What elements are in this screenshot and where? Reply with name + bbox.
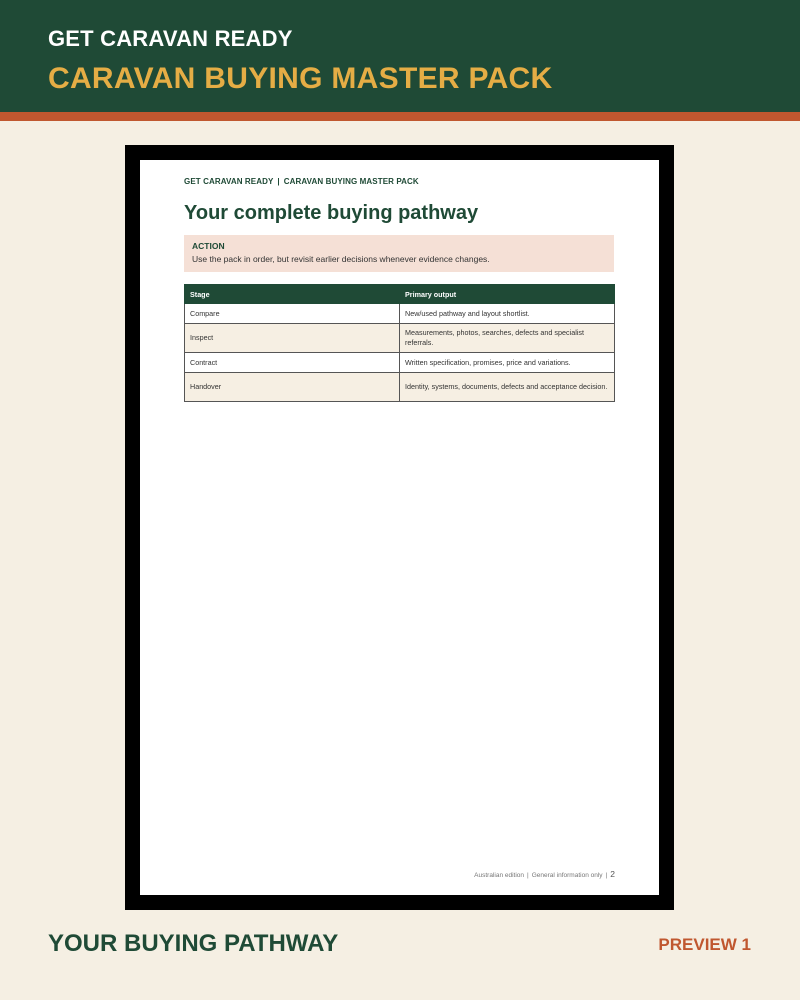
page-number: 2	[610, 869, 615, 879]
running-head	[184, 177, 419, 186]
header-banner	[0, 0, 800, 112]
footer-edition: Australian edition	[474, 872, 525, 879]
running-head-product: CARAVAN BUYING MASTER PACK	[283, 177, 419, 186]
brand-name: GET CARAVAN READY	[48, 26, 293, 51]
output-cell: Identity, systems, documents, defects and acceptance decision.	[400, 373, 615, 402]
column-header-stage: Stage	[185, 285, 400, 304]
banner-accent-stripe	[0, 112, 800, 121]
output-cell: Measurements, photos, searches, defects and specialist referrals.	[400, 324, 615, 353]
footer-separator: |	[527, 872, 529, 879]
running-head-separator: |	[277, 177, 280, 186]
document-page	[140, 160, 659, 895]
table-header-row	[185, 285, 615, 304]
table-row	[185, 353, 615, 373]
document-preview-frame	[125, 145, 674, 910]
section-caption: YOUR BUYING PATHWAY	[48, 930, 339, 957]
preview-label: PREVIEW 1	[658, 935, 751, 954]
pathway-table	[184, 284, 615, 402]
callout-label: ACTION	[192, 241, 225, 251]
stage-cell: Compare	[185, 304, 400, 324]
column-header-primary-output: Primary output	[400, 285, 615, 304]
table-row	[185, 304, 615, 324]
stage-cell: Contract	[185, 353, 400, 373]
product-title: CARAVAN BUYING MASTER PACK	[48, 62, 553, 95]
table-row	[185, 324, 615, 353]
stage-cell: Handover	[185, 373, 400, 402]
output-cell: Written specification, promises, price and variations.	[400, 353, 615, 373]
action-callout	[184, 235, 614, 272]
footer-note: General information only	[531, 872, 603, 879]
output-cell: New/used pathway and layout shortlist.	[400, 304, 615, 324]
stage-cell: Inspect	[185, 324, 400, 353]
document-title: Your complete buying pathway	[184, 202, 479, 224]
running-head-brand: GET CARAVAN READY	[184, 177, 274, 186]
footer-separator: |	[605, 872, 608, 879]
callout-text: Use the pack in order, but revisit earlier decisions whenever evidence changes.	[192, 254, 490, 264]
table-row	[185, 373, 615, 402]
page-footer	[474, 869, 615, 879]
